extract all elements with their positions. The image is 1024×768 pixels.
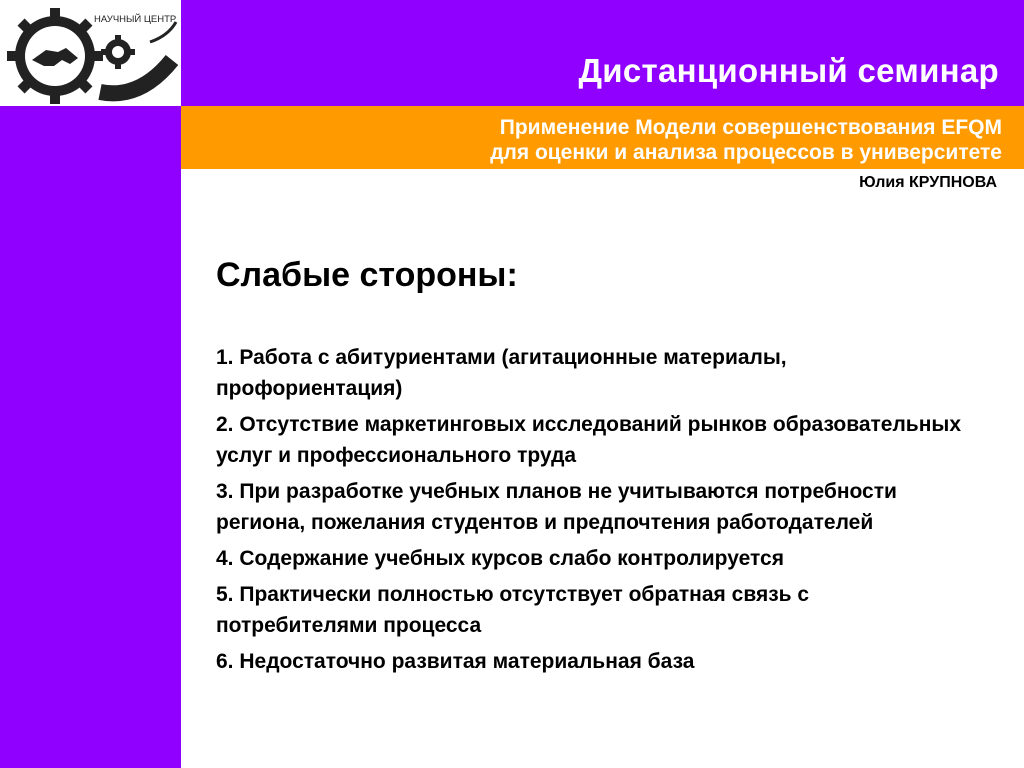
logo [0, 0, 181, 106]
subtitle-line-1: Применение Модели совершенствования EFQM [499, 116, 1002, 139]
page-title: Слабые стороны: [216, 256, 518, 294]
author-name: Юлия КРУПНОВА [859, 174, 997, 191]
list-item: 1. Работа с абитуриентами (агитационные материалы, профориентация) [216, 346, 787, 400]
list-item: 3. При разработке учебных планов не учитываются потребности региона, пожелания студентов и предпочтения работодателей [216, 480, 897, 534]
list-item: 4. Содержание учебных курсов слабо контролируется [216, 547, 784, 570]
subtitle [490, 115, 1002, 165]
subtitle-line-2: для оценки и анализа процессов в университете [490, 141, 1002, 164]
list-item: 5. Практически полностью отсутствует обратная связь с потребителями процесса [216, 583, 810, 637]
list-item: 2. Отсутствие маркетинговых исследований рынков образовательных услуг и профессионального труда [216, 413, 962, 467]
weakness-list [216, 342, 976, 682]
seminar-title: Дистанционный семинар [578, 52, 999, 89]
list-item: 6. Недостаточно развитая материальная база [216, 650, 695, 673]
logo-label: НАУЧНЫЙ ЦЕНТР [94, 14, 177, 25]
left-stripe [0, 106, 181, 768]
